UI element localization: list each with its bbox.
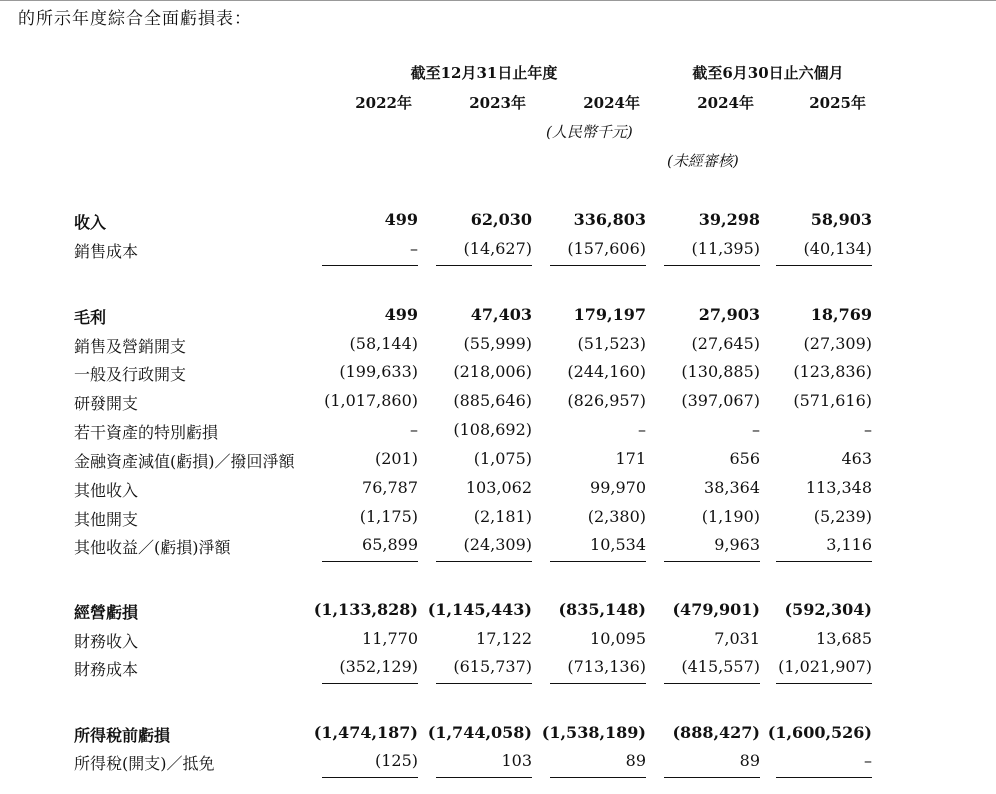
row-label: 財務成本 (74, 660, 139, 679)
row-value-col2: (2,181) (473, 507, 532, 526)
row-value-col1: (201) (374, 449, 418, 468)
row-value-col1: (352,129) (339, 657, 418, 676)
row-value-col4: 7,031 (714, 629, 760, 648)
top-rule (0, 0, 996, 1)
row-value-col3: 336,803 (573, 210, 646, 229)
row-value-col3: (51,523) (577, 334, 646, 353)
row-value-col4: 27,903 (698, 305, 760, 324)
subtotal-rule (776, 683, 872, 684)
row-value-col1: – (410, 239, 418, 258)
row-value-col5: (592,304) (784, 600, 872, 619)
row-value-col3: 179,197 (573, 305, 646, 324)
subtotal-rule (322, 777, 418, 778)
row-value-col1: (58,144) (349, 334, 418, 353)
row-label: 所得稅前虧損 (74, 726, 171, 745)
row-value-col3: (713,136) (567, 657, 646, 676)
year-header-col4: 2024年 (697, 94, 754, 112)
row-value-col1: (1,175) (359, 507, 418, 526)
subtotal-rule (322, 561, 418, 562)
row-value-col5: (571,616) (793, 391, 872, 410)
row-value-col4: (397,067) (681, 391, 760, 410)
row-value-col5: – (864, 751, 872, 770)
row-value-col5: (1,600,526) (767, 723, 872, 742)
year-header-col5: 2025年 (809, 94, 866, 112)
row-value-col3: 10,095 (590, 629, 646, 648)
row-value-col4: (1,190) (701, 507, 760, 526)
row-label: 毛利 (74, 308, 107, 327)
year-header-col1: 2022年 (355, 94, 412, 112)
subtotal-rule (776, 265, 872, 266)
row-label: 金融資產減值(虧損)／撥回淨額 (74, 452, 295, 471)
row-value-col4: 38,364 (704, 478, 760, 497)
row-value-col2: (1,145,443) (427, 600, 532, 619)
row-value-col2: (885,646) (453, 391, 532, 410)
row-value-col2: (55,999) (463, 334, 532, 353)
row-value-col5: 463 (841, 449, 872, 468)
group-header-half-year: 截至6月30日止六個月 (692, 64, 844, 82)
row-value-col4: 89 (739, 751, 760, 770)
row-label: 其他收入 (74, 481, 139, 500)
row-label: 銷售及營銷開支 (74, 337, 187, 356)
row-value-col3: (157,606) (567, 239, 646, 258)
row-value-col3: 89 (625, 751, 646, 770)
row-value-col3: (835,148) (558, 600, 646, 619)
row-value-col3: (2,380) (587, 507, 646, 526)
row-value-col4: – (752, 420, 760, 439)
row-value-col5: 113,348 (805, 478, 872, 497)
subtotal-rule (550, 561, 646, 562)
subtotal-rule (664, 561, 760, 562)
row-value-col2: 103,062 (465, 478, 532, 497)
subtotal-rule (664, 777, 760, 778)
row-value-col3: (826,957) (567, 391, 646, 410)
row-label: 收入 (74, 213, 107, 232)
row-value-col4: (888,427) (672, 723, 760, 742)
row-label: 銷售成本 (74, 242, 139, 261)
row-value-col2: (24,309) (463, 535, 532, 554)
subtotal-rule (322, 683, 418, 684)
row-value-col3: (244,160) (567, 362, 646, 381)
row-value-col4: 39,298 (698, 210, 760, 229)
row-value-col4: 9,963 (714, 535, 760, 554)
row-value-col3: (1,538,189) (541, 723, 646, 742)
row-value-col4: 656 (729, 449, 760, 468)
year-header-col3: 2024年 (583, 94, 640, 112)
row-value-col4: (27,645) (691, 334, 760, 353)
row-value-col5: (5,239) (813, 507, 872, 526)
row-value-col1: (1,133,828) (313, 600, 418, 619)
row-value-col1: 499 (384, 305, 418, 324)
row-value-col1: (199,633) (339, 362, 418, 381)
row-value-col2: (108,692) (453, 420, 532, 439)
row-value-col3: 99,970 (590, 478, 646, 497)
row-value-col4: (130,885) (681, 362, 760, 381)
row-value-col5: 58,903 (810, 210, 872, 229)
row-value-col1: 65,899 (362, 535, 418, 554)
subtotal-rule (550, 777, 646, 778)
row-label: 其他收益／(虧損)淨額 (74, 538, 231, 557)
row-value-col2: 62,030 (470, 210, 532, 229)
row-value-col1: 499 (384, 210, 418, 229)
row-label: 經營虧損 (74, 603, 139, 622)
subtotal-rule (436, 777, 532, 778)
currency-note: (人民幣千元) (546, 123, 633, 141)
row-value-col1: (1,474,187) (313, 723, 418, 742)
row-label: 一般及行政開支 (74, 365, 187, 384)
row-value-col2: (615,737) (453, 657, 532, 676)
row-value-col1: 76,787 (362, 478, 418, 497)
row-value-col1: 11,770 (362, 629, 418, 648)
subtotal-rule (550, 265, 646, 266)
row-value-col2: (14,627) (463, 239, 532, 258)
subtotal-rule (436, 561, 532, 562)
row-value-col2: (218,006) (453, 362, 532, 381)
row-value-col2: (1,744,058) (427, 723, 532, 742)
row-value-col3: – (638, 420, 646, 439)
row-value-col5: (27,309) (803, 334, 872, 353)
row-value-col4: (11,395) (691, 239, 760, 258)
row-value-col3: 10,534 (590, 535, 646, 554)
row-value-col5: 3,116 (826, 535, 872, 554)
row-value-col2: 17,122 (476, 629, 532, 648)
subtotal-rule (436, 265, 532, 266)
subtotal-rule (322, 265, 418, 266)
row-value-col3: 171 (615, 449, 646, 468)
row-label: 若干資產的特別虧損 (74, 423, 219, 442)
row-value-col5: (1,021,907) (778, 657, 872, 676)
row-value-col5: (40,134) (803, 239, 872, 258)
row-value-col5: 18,769 (810, 305, 872, 324)
row-value-col1: (1,017,860) (324, 391, 418, 410)
year-header-col2: 2023年 (469, 94, 526, 112)
group-header-annual: 截至12月31日止年度 (410, 64, 558, 82)
row-value-col5: – (864, 420, 872, 439)
row-value-col1: (125) (374, 751, 418, 770)
unaudited-note: (未經審核) (667, 152, 739, 170)
row-value-col5: 13,685 (816, 629, 872, 648)
row-value-col5: (123,836) (793, 362, 872, 381)
intro-text: 的所示年度綜合全面虧損表： (18, 9, 252, 29)
row-value-col2: 103 (501, 751, 532, 770)
subtotal-rule (436, 683, 532, 684)
subtotal-rule (550, 683, 646, 684)
row-value-col1: – (410, 420, 418, 439)
row-value-col4: (415,557) (681, 657, 760, 676)
subtotal-rule (664, 265, 760, 266)
subtotal-rule (776, 777, 872, 778)
row-value-col2: 47,403 (470, 305, 532, 324)
subtotal-rule (664, 683, 760, 684)
row-value-col4: (479,901) (672, 600, 760, 619)
row-label: 所得稅(開支)／抵免 (74, 754, 215, 773)
row-label: 研發開支 (74, 394, 139, 413)
row-value-col2: (1,075) (473, 449, 532, 468)
row-label: 財務收入 (74, 632, 139, 651)
row-label: 其他開支 (74, 510, 139, 529)
subtotal-rule (776, 561, 872, 562)
